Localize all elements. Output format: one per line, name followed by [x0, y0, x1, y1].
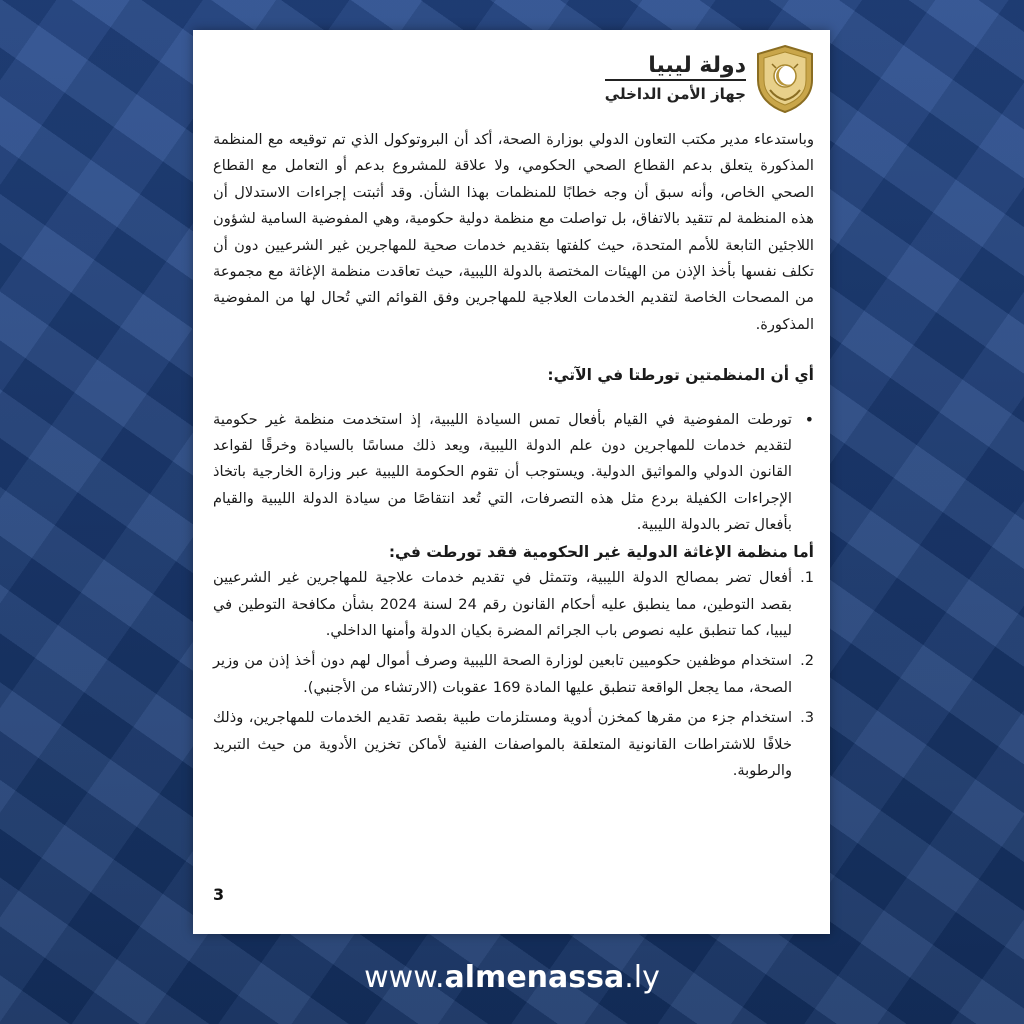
website-url[interactable]: [0, 960, 1024, 995]
section-heading-2: أما منظمة الإغاثة الدولية غير الحكومية فقد تورطت في:: [388, 542, 814, 561]
intro-paragraph: وباستدعاء مدير مكتب التعاون الدولي بوزارة الصحة، أكد أن البروتوكول الذي تم توقيعه مع المنظمة المذكورة يتعلق بدعم القطاع الصحي الحكومي، ولا علاقة للمشروع بدعم أو التعامل مع القطاع الصحي الخاص، وأنه سبق أن وجه خطابًا للمنظمات بهذا الشأن. وقد أثبتت إجراءات الاستدلال أن هذه المنظمة لم تتقيد بالاتفاق، بل تواصلت مع منظمة دولية حكومية، وهي المفوضية السامية لشؤون اللاجئين التابعة للأمم المتحدة، حيث كلفتها بتقديم خدمات صحية للمهاجرين غير الشرعيين دون أن تكلف نفسها بأخذ الإذن من الهيئات المختصة بالدولة الليبية، حيث تعاقدت منظمة الإغاثة مع مجموعة من المصحات الخاصة لتقديم الخدمات العلاجية للمهاجرين وفق القوائم التي تُحال لها من المفوضية المذكورة.: [213, 131, 814, 333]
list-item-text: أفعال تضر بمصالح الدولة الليبية، وتتمثل في تقديم خدمات علاجية للمهاجرين غير الشرعيين بقصد التوطين، مما ينطبق عليه أحكام القانون رقم 24 لسنة 2024 بشأن مكافحة التوطين في ليبيا، كما تنطبق عليه نصوص باب الجرائم المضرة بكيان الدولة وأمنها الداخلي.: [213, 569, 792, 639]
page-number: 3: [213, 885, 225, 904]
list-number: 2.: [800, 652, 814, 670]
list-number: 1.: [800, 569, 814, 587]
document-page: [193, 30, 830, 934]
list-item-text: استخدام جزء من مقرها كمخزن أدوية ومستلزمات طبية بقصد تقديم الخدمات للمهاجرين، وذلك خلافًا للاشتراطات القانونية المتعلقة بالمواصفات الفنية لأماكن تخزين الأدوية من حيث التبريد والرطوبة.: [213, 709, 792, 779]
list-item-1: [213, 565, 814, 644]
section-heading-1: أي أن المنظمتين تورطتا في الآتي:: [547, 366, 814, 385]
document-body: [213, 127, 814, 788]
bullet-text: تورطت المفوضية في القيام بأفعال تمس السيادة الليبية، إذ استخدمت منظمة غير حكومية لتقديم خدمات للمهاجرين دون علم الدولة الليبية، ويعد ذلك مساسًا بالسيادة وخرقًا لقواعد القانون الدولي والمواثيق الدولية. ويستوجب أن تقوم الحكومة الليبية عبر وزارة الخارجية باتخاذ الإجراءات الكفيلة بردع مثل هذه التصرفات، التي تُعد انتقاصًا من سيادة الدولة الليبية والقيام بأفعال تضر بالدولة الليبية.: [213, 410, 792, 534]
url-prefix: www.: [364, 960, 445, 995]
letterhead: [586, 42, 816, 116]
letterhead-subtitle: جهاز الأمن الداخلي: [605, 79, 746, 105]
url-brand: almenassa: [444, 960, 625, 995]
list-item-3: [213, 705, 814, 784]
list-item-text: استخدام موظفين حكوميين تابعين لوزارة الصحة الليبية وصرف أموال لهم دون أخذ إذن من وزير الصحة، مما يجعل الواقعة تنطبق عليها المادة 169 عقوبات (الارتشاء من الأجنبي).: [213, 652, 792, 696]
letterhead-title: دولة ليبيا: [648, 53, 746, 78]
list-item-2: [213, 648, 814, 701]
bullet-dot: •: [804, 409, 814, 429]
security-emblem-icon: [754, 44, 816, 114]
bullet-item: [213, 407, 814, 539]
letterhead-text: [605, 53, 746, 105]
list-number: 3.: [800, 709, 814, 727]
url-suffix: .ly: [624, 960, 660, 995]
